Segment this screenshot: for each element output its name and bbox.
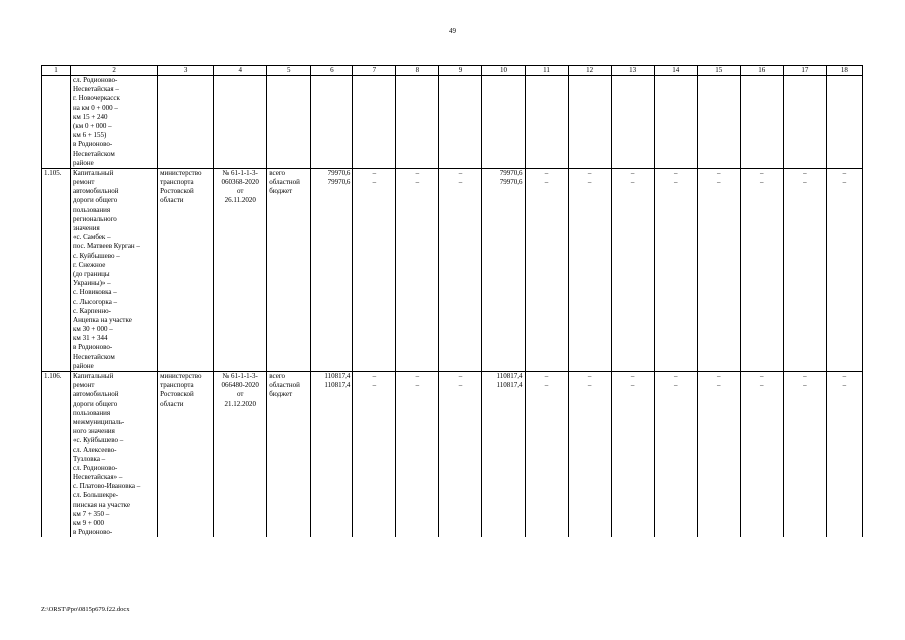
dash-value: – [760, 372, 764, 380]
column-number-4: 4 [214, 66, 267, 76]
object-name-line: пользования [73, 408, 111, 417]
dash-value: – [842, 168, 847, 177]
cell-contract [214, 372, 267, 538]
column-number-14: 14 [654, 66, 697, 76]
executor-line: транспорта [160, 178, 194, 187]
amount-value: 110817,4 [496, 381, 523, 390]
object-name-line: г. Новочеркасск [73, 94, 120, 103]
object-name-line: сл. Родионово- [73, 76, 118, 84]
amount-value: 79970,6 [499, 168, 523, 177]
dash-value: – [630, 372, 635, 380]
object-name-line: в Родионово- [73, 528, 113, 537]
executor-line: Ростовской [160, 187, 194, 196]
column-number-16: 16 [740, 66, 783, 76]
object-name-line: регионального [73, 214, 117, 223]
cell-col-11 [525, 168, 568, 371]
object-name-line: сл. Большекре- [73, 491, 119, 500]
object-name-line: ремонт [73, 178, 95, 187]
amount-value: 79970,6 [327, 168, 351, 177]
object-name-line: районе [73, 158, 94, 167]
dash-value: – [458, 372, 463, 380]
cell-col-9 [439, 168, 482, 371]
cell-source [267, 168, 311, 371]
object-name-line: дороги общего [73, 196, 118, 205]
dash-value: – [760, 168, 764, 177]
column-number-15: 15 [697, 66, 740, 76]
dash-value: – [415, 381, 420, 390]
dash-value: – [587, 372, 592, 380]
dash-value: – [544, 381, 549, 390]
contract-line: № 61-1-1-3- [222, 168, 258, 177]
dash-value: – [372, 178, 377, 187]
object-name-line: (до границы [73, 269, 110, 278]
page-number: 49 [449, 27, 456, 35]
object-name-line: автомобильной [73, 390, 119, 399]
object-name-line: Анцепка на участке [73, 315, 132, 324]
dash-value: – [716, 372, 721, 380]
cell-col-9 [439, 372, 482, 538]
object-name-line: пинская на участке [73, 500, 130, 509]
cell-col-15 [697, 168, 740, 371]
cell-col-8 [396, 76, 439, 169]
cell-col-9 [439, 76, 482, 169]
cell-object-name [71, 76, 158, 169]
amount-value: 79970,6 [327, 178, 351, 187]
dash-value: – [630, 168, 635, 177]
funding-source-line: всего [269, 168, 286, 177]
cell-col-18 [826, 76, 862, 169]
object-name-line: районе [73, 361, 94, 370]
object-name-line: автомобильной [73, 187, 119, 196]
object-name-line: км 31 + 344 [73, 334, 108, 343]
dash-value: – [415, 178, 420, 187]
cell-col-12 [568, 76, 611, 169]
object-name-line: на км 0 + 000 – [73, 103, 118, 112]
executor-line: области [160, 196, 184, 205]
dash-value: – [415, 372, 420, 380]
object-name-line: пользования [73, 205, 111, 214]
cell-number [42, 168, 71, 371]
contract-line: от [236, 390, 244, 399]
dash-value: – [842, 178, 847, 187]
cell-object-name [71, 372, 158, 538]
funding-source-line: областной [269, 178, 300, 187]
dash-value: – [842, 381, 847, 390]
dash-value: – [458, 381, 463, 390]
object-name-line: «с. Самбек – [73, 233, 111, 242]
dash-value: – [415, 168, 420, 177]
object-name-line: км 30 + 000 – [73, 325, 113, 334]
object-name-line: Несветайском [73, 352, 115, 361]
cell-col-5 [267, 76, 311, 169]
object-name-line: в Родионово- [73, 140, 113, 149]
object-name-line: с. Новиковка – [73, 288, 117, 297]
dash-value: – [803, 168, 807, 177]
cell-source [267, 372, 311, 538]
amount-value: 110817,4 [496, 372, 523, 380]
column-number-17: 17 [783, 66, 826, 76]
dash-value: – [587, 381, 592, 390]
cell-col-13 [611, 76, 654, 169]
funding-source-line: областной [269, 381, 300, 390]
object-name-line: с. Карпенно- [73, 306, 111, 315]
cell-col-6 [311, 168, 353, 371]
contract-line: 26.11.2020 [224, 196, 256, 205]
funding-source-line: всего [269, 372, 286, 380]
column-number-11: 11 [525, 66, 568, 76]
object-name-line: (км 0 + 000 – [73, 121, 112, 130]
column-number-6: 6 [311, 66, 353, 76]
object-name-line: км 9 + 000 [73, 519, 105, 527]
dash-value: – [544, 372, 549, 380]
object-name-line: с. Платово-Ивановка – [73, 482, 141, 491]
object-name-line: ремонт [73, 381, 95, 390]
dash-value: – [673, 178, 678, 187]
object-name-line: дороги общего [73, 399, 118, 408]
cell-col-17 [783, 76, 826, 169]
column-number-3: 3 [158, 66, 214, 76]
dash-value: – [673, 372, 678, 380]
cell-col-18 [826, 372, 862, 538]
cell-col-11 [525, 76, 568, 169]
cell-col-7 [353, 76, 396, 169]
dash-value: – [372, 372, 377, 380]
column-number-row [42, 66, 863, 76]
object-name-line: ного значения [73, 427, 115, 436]
object-name-line: «с. Куйбышево – [73, 436, 124, 445]
amount-value: 110817,4 [324, 372, 351, 380]
object-name-line: с. Лысогорка – [73, 297, 118, 306]
object-name-line: сл. Родионово- [73, 463, 118, 472]
cell-col-16 [740, 76, 783, 169]
contract-line: № 61-1-1-3- [222, 372, 258, 380]
dash-value: – [716, 168, 721, 177]
object-name-line: межмуниципаль- [73, 417, 125, 426]
executor-line: министерство [160, 372, 202, 380]
object-name-line: Несветайская» – [73, 473, 123, 482]
cell-col-7 [353, 168, 396, 371]
budget-table [41, 65, 863, 537]
cell-col-8 [396, 168, 439, 371]
table-row [42, 168, 863, 371]
cell-number [42, 76, 71, 169]
cell-col-13 [611, 168, 654, 371]
column-number-9: 9 [439, 66, 482, 76]
executor-line: Ростовской [160, 390, 194, 399]
cell-col-15 [697, 76, 740, 169]
cell-col-16 [740, 372, 783, 538]
dash-value: – [803, 372, 807, 380]
dash-value: – [372, 168, 377, 177]
column-number-13: 13 [611, 66, 654, 76]
contract-line: 21.12.2020 [224, 399, 256, 408]
cell-object-name [71, 168, 158, 371]
object-name-line: Украины)» – [73, 279, 111, 288]
cell-executor [158, 372, 214, 538]
cell-col-12 [568, 372, 611, 538]
executor-line: министерство [160, 168, 202, 177]
row-number: 1.106. [44, 372, 62, 380]
column-number-18: 18 [826, 66, 862, 76]
object-name-line: км 6 + 155) [73, 131, 107, 140]
cell-col-6 [311, 76, 353, 169]
object-name-line: км 7 + 350 – [73, 509, 110, 518]
column-number-2: 2 [71, 66, 158, 76]
continuation-row [42, 76, 863, 169]
dash-value: – [673, 381, 678, 390]
dash-value: – [803, 381, 807, 390]
dash-value: – [630, 178, 635, 187]
object-name-line: км 15 + 240 [73, 112, 108, 121]
object-name-line: значения [73, 224, 100, 232]
column-number-12: 12 [568, 66, 611, 76]
cell-col-17 [783, 168, 826, 371]
contract-line: от [236, 187, 244, 196]
row-number: 1.105. [44, 168, 62, 177]
cell-col-18 [826, 168, 862, 371]
table-row [42, 372, 863, 538]
object-name-line: Капитальный [73, 168, 114, 177]
dash-value: – [842, 372, 847, 380]
funding-source-line: бюджет [269, 390, 293, 399]
cell-col-11 [525, 372, 568, 538]
footer-file-path: Z:\ORST\Ppo\0815p679.f22.docx [41, 606, 130, 613]
executor-line: области [160, 399, 184, 408]
cell-col-16 [740, 168, 783, 371]
dash-value: – [587, 168, 592, 177]
dash-value: – [458, 178, 463, 187]
amount-value: 79970,6 [499, 178, 523, 187]
executor-line: транспорта [160, 381, 194, 390]
column-number-1: 1 [42, 66, 71, 76]
cell-col-4 [214, 76, 267, 169]
cell-executor [158, 168, 214, 371]
cell-col-10 [482, 168, 525, 371]
cell-col-14 [654, 76, 697, 169]
cell-col-8 [396, 372, 439, 538]
cell-col-14 [654, 372, 697, 538]
cell-col-15 [697, 372, 740, 538]
object-name-line: пос. Матвеев Курган – [73, 242, 140, 251]
object-name-line: сл. Алексеево- [73, 445, 117, 454]
contract-line: 060368-2020 [221, 178, 259, 187]
cell-number [42, 372, 71, 538]
column-number-5: 5 [267, 66, 311, 76]
dash-value: – [544, 178, 549, 187]
cell-col-12 [568, 168, 611, 371]
object-name-line: Несветайском [73, 149, 115, 158]
column-number-8: 8 [396, 66, 439, 76]
dash-value: – [587, 178, 592, 187]
dash-value: – [372, 381, 377, 390]
dash-value: – [673, 168, 678, 177]
funding-source-line: бюджет [269, 187, 293, 196]
dash-value: – [630, 381, 635, 390]
cell-col-14 [654, 168, 697, 371]
cell-col-13 [611, 372, 654, 538]
dash-value: – [716, 178, 721, 187]
dash-value: – [803, 178, 807, 187]
column-number-10: 10 [482, 66, 525, 76]
dash-value: – [716, 381, 721, 390]
table-body [42, 66, 863, 538]
object-name-line: с. Куйбышево – [73, 251, 120, 260]
amount-value: 110817,4 [324, 381, 351, 390]
dash-value: – [458, 168, 463, 177]
dash-value: – [760, 178, 764, 187]
object-name-line: Капитальный [73, 372, 114, 380]
cell-col-6 [311, 372, 353, 538]
cell-col-3 [158, 76, 214, 169]
object-name-line: Несветайская – [73, 85, 119, 94]
cell-col-10 [482, 372, 525, 538]
dash-value: – [544, 168, 549, 177]
cell-col-10 [482, 76, 525, 169]
object-name-line: в Родионово- [73, 343, 113, 352]
dash-value: – [760, 381, 764, 390]
cell-contract [214, 168, 267, 371]
column-number-7: 7 [353, 66, 396, 76]
contract-line: 066480-2020 [221, 381, 259, 390]
object-name-line: г. Снежное [73, 260, 106, 269]
object-name-line: Тузловка – [73, 454, 106, 463]
cell-col-17 [783, 372, 826, 538]
cell-col-7 [353, 372, 396, 538]
